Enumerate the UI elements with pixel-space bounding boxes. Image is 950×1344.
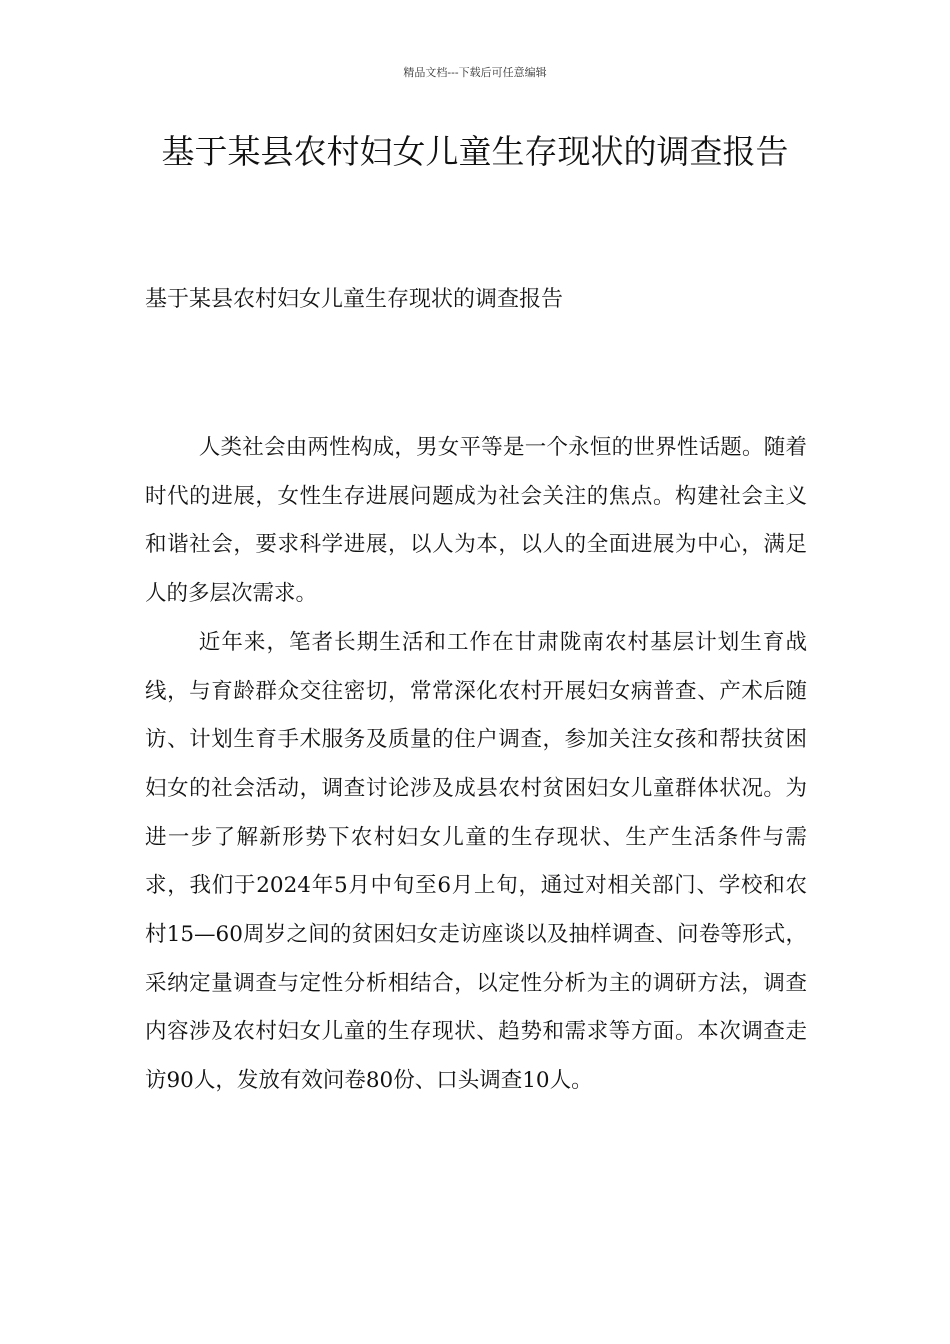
document-body — [145, 424, 807, 1106]
body-paragraph: 人类社会由两性构成，男女平等是一个永恒的世界性话题。随着时代的进展，女性生存进展问题成为社会关注的焦点。构建社会主义和谐社会，要求科学进展，以人为本，以人的全面进展为中心，满足人的多层次需求。 — [145, 435, 807, 607]
document-title: 基于某县农村妇女儿童生存现状的调查报告 — [161, 132, 789, 171]
body-paragraph: 近年来，笔者长期生活和工作在甘肃陇南农村基层计划生育战线，与育龄群众交往密切，常常深化农村开展妇女病普查、产术后随访、计划生育手术服务及质量的住户调查，参加关注女孩和帮扶贫困妇女的社会活动，调查讨论涉及成县农村贫困妇女儿童群体状况。为进一步了解新形势下农村妇女儿童的生存现状、生产生活条件与需求，我们于2024年5月中旬至6月上旬，通过对相关部门、学校和农村15—60周岁之间的贫困妇女走访座谈以及抽样调查、问卷等形式，采纳定量调查与定性分析相结合，以定性分析为主的调研方法，调查内容涉及农村妇女儿童的生存现状、趋势和需求等方面。本次调查走访90人，发放有效问卷80份、口头调查10人。 — [145, 629, 807, 1094]
header-note: 精品文档---下载后可任意编辑 — [403, 66, 547, 79]
document-subtitle: 基于某县农村妇女儿童生存现状的调查报告 — [145, 287, 564, 312]
